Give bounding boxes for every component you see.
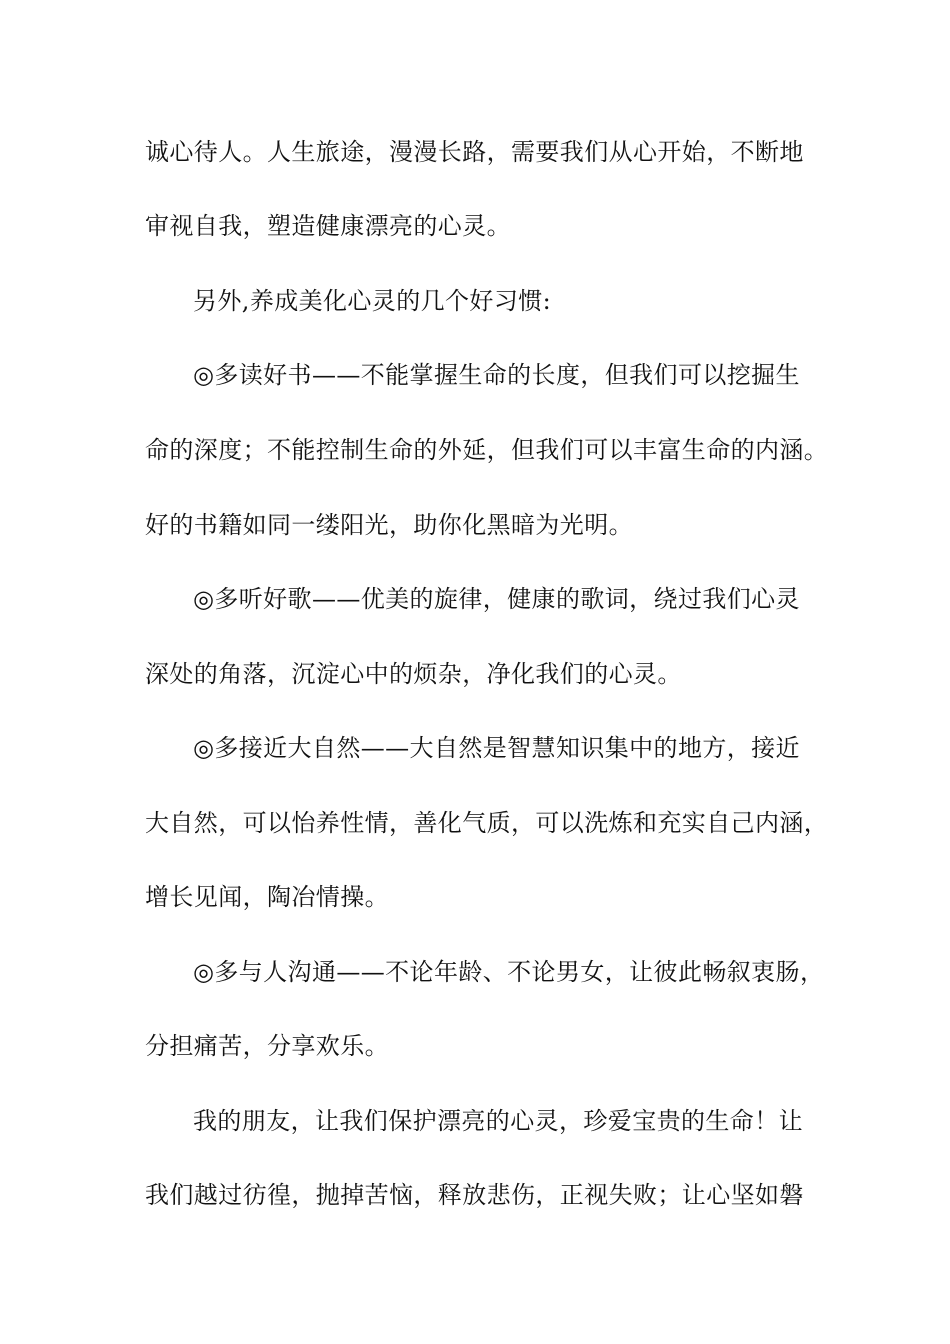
text-line: 好的书籍如同一缕阳光，助你化黑暗为光明。 xyxy=(145,511,633,539)
text-line: 诚心待人。人生旅途，漫漫长路，需要我们从心开始，不断地 xyxy=(145,138,804,166)
text-line: 大自然，可以怡养性情，善化气质，可以洗炼和充实自己内涵， xyxy=(145,809,829,837)
text-line: ◎多与人沟通——不论年龄、不论男女，让彼此畅叙衷肠， xyxy=(193,958,825,986)
text-line: 另外,养成美化心灵的几个好习惯: xyxy=(193,287,552,315)
text-line: 增长见闻，陶冶情操。 xyxy=(145,883,389,911)
text-line: ◎多听好歌——优美的旋律，健康的歌词，绕过我们心灵 xyxy=(193,585,800,613)
text-line: 深处的角落，沉淀心中的烦杂，净化我们的心灵。 xyxy=(145,660,682,688)
text-line: 我们越过彷徨，抛掉苦恼，释放悲伤，正视失败；让心坚如磐 xyxy=(145,1181,804,1209)
text-line: 审视自我，塑造健康漂亮的心灵。 xyxy=(145,212,511,240)
text-line: 命的深度；不能控制生命的外延，但我们可以丰富生命的内涵。 xyxy=(145,436,829,464)
text-line: ◎多读好书——不能掌握生命的长度，但我们可以挖掘生 xyxy=(193,361,800,389)
text-line: 我的朋友，让我们保护漂亮的心灵，珍爱宝贵的生命！让 xyxy=(193,1107,803,1135)
text-line: ◎多接近大自然——大自然是智慧知识集中的地方，接近 xyxy=(193,734,800,762)
text-line: 分担痛苦，分享欢乐。 xyxy=(145,1032,389,1060)
